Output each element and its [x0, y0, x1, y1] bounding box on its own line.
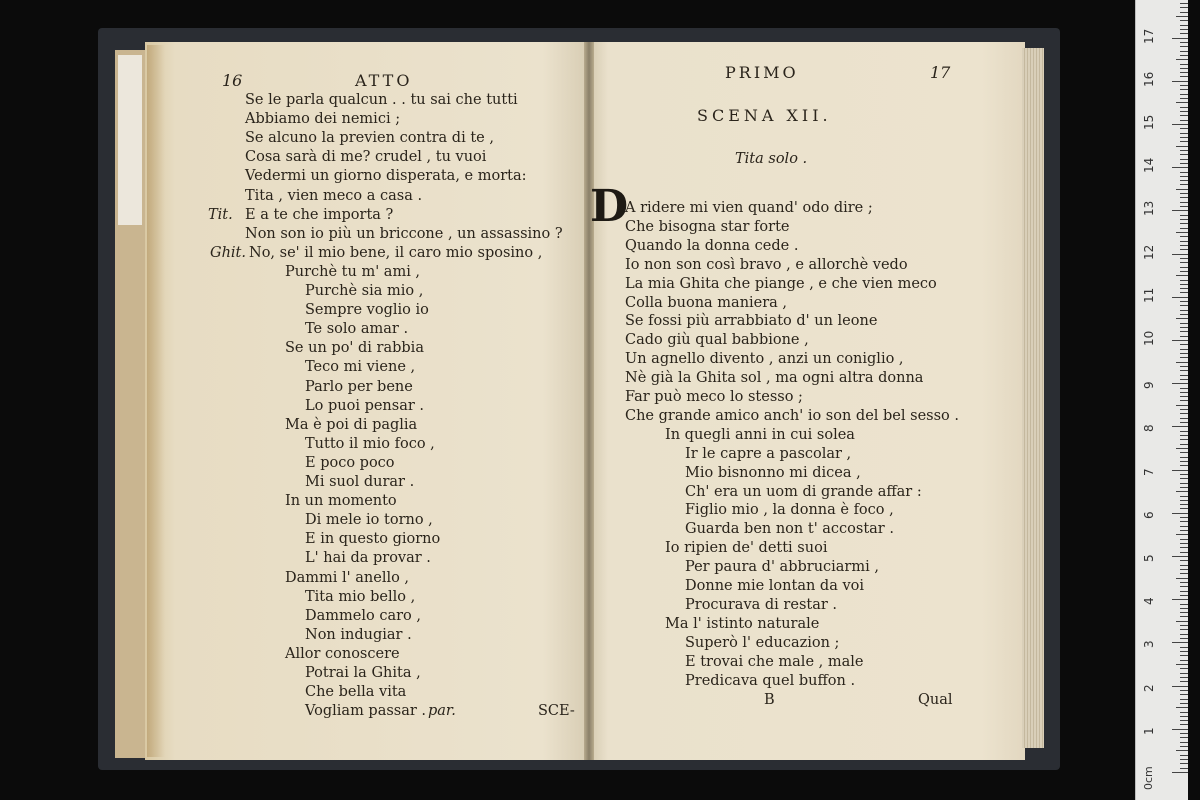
ruler-tick	[1180, 154, 1188, 155]
book-gutter	[584, 42, 594, 760]
verse-line: Superò l' educazion ;	[685, 634, 840, 651]
ruler-tick	[1180, 681, 1188, 682]
ruler-tick	[1172, 426, 1188, 427]
ruler-tick	[1176, 146, 1188, 147]
ruler-tick	[1180, 746, 1188, 747]
ruler-tick	[1180, 392, 1188, 393]
ruler-tick	[1180, 461, 1188, 462]
verse-line: Mi suol durar .	[305, 474, 415, 490]
ruler-tick	[1180, 228, 1188, 229]
verse-line: Procurava di restar .	[685, 596, 838, 613]
ruler-number: 15	[1142, 114, 1156, 130]
ruler-tick	[1172, 599, 1188, 600]
ruler-tick	[1180, 543, 1188, 544]
ruler-tick	[1176, 448, 1188, 449]
ruler-tick	[1180, 72, 1188, 73]
ruler-tick	[1180, 431, 1188, 432]
verse-line: Tita mio bello ,	[305, 588, 416, 605]
ruler-tick	[1172, 210, 1188, 211]
verse-line: In quegli anni in cui solea	[665, 426, 855, 443]
ruler-tick	[1180, 206, 1188, 207]
ruler-tick	[1180, 180, 1188, 181]
ruler-tick	[1180, 521, 1188, 522]
ruler-tick	[1176, 362, 1188, 363]
ruler-tick	[1180, 634, 1188, 635]
verse-line: Nè già la Ghita sol , ma ogni altra donna	[625, 370, 924, 387]
measurement-ruler	[1135, 0, 1188, 800]
ruler-tick	[1180, 323, 1188, 324]
ruler-tick	[1180, 763, 1188, 764]
ruler-tick	[1172, 642, 1188, 643]
ruler-tick	[1180, 629, 1188, 630]
ruler-tick	[1180, 647, 1188, 648]
ruler-tick	[1180, 379, 1188, 380]
ruler-tick	[1180, 336, 1188, 337]
ruler-tick	[1180, 733, 1188, 734]
verse-line: Che bella vita	[305, 684, 407, 701]
ruler-tick	[1180, 388, 1188, 389]
ruler-number: 6	[1142, 511, 1156, 519]
verse-line: Cado giù qual babbione ,	[625, 332, 809, 349]
ruler-tick	[1180, 236, 1188, 237]
verse-line: E in questo giorno	[305, 531, 441, 548]
ruler-tick	[1180, 46, 1188, 47]
ruler-tick	[1180, 604, 1188, 605]
ruler-tick	[1180, 344, 1188, 345]
ruler-tick	[1180, 267, 1188, 268]
ruler-tick	[1180, 651, 1188, 652]
ruler-tick	[1180, 573, 1188, 574]
ruler-tick	[1180, 457, 1188, 458]
ruler-tick	[1172, 340, 1188, 341]
ruler-tick	[1180, 625, 1188, 626]
ruler-tick	[1172, 686, 1188, 687]
verse-line: Tita , vien meco a casa .	[245, 187, 423, 204]
ruler-tick	[1180, 249, 1188, 250]
verse-line: A ridere mi vien quand' odo dire ;	[625, 200, 873, 216]
ruler-tick	[1180, 120, 1188, 121]
verse-line: Potrai la Ghita ,	[305, 665, 421, 681]
ruler-tick	[1172, 513, 1188, 514]
ruler-tick	[1180, 612, 1188, 613]
scene-title: SCENA XII.	[697, 106, 832, 125]
ruler-tick	[1180, 496, 1188, 497]
ruler-tick	[1180, 400, 1188, 401]
verse-line: Te solo amar .	[305, 321, 409, 338]
verse-line: Parlo per bene	[305, 378, 413, 395]
ruler-tick	[1180, 89, 1188, 90]
ruler-tick	[1180, 608, 1188, 609]
ruler-tick	[1180, 552, 1188, 553]
ruler-tick	[1180, 357, 1188, 358]
right-running-head: PRIMO	[725, 63, 799, 82]
signature-mark: B	[764, 692, 775, 708]
ruler-tick	[1176, 491, 1188, 492]
ruler-tick	[1180, 569, 1188, 570]
verse-line: Cosa sarà di me? crudel , tu vuoi	[245, 149, 487, 166]
verse-line: Per paura d' abbruciarmi ,	[685, 559, 879, 576]
verse-line: Purchè sia mio ,	[305, 283, 424, 299]
ruler-tick	[1172, 254, 1188, 255]
ruler-tick	[1180, 565, 1188, 566]
verse-line: Quando la donna cede .	[625, 237, 799, 254]
ruler-tick	[1180, 197, 1188, 198]
verse-line: Far può meco lo stesso ;	[625, 389, 803, 405]
verse-line: E poco poco	[305, 454, 395, 471]
ruler-tick	[1180, 755, 1188, 756]
ruler-tick	[1180, 137, 1188, 138]
ruler-tick	[1180, 668, 1188, 669]
ruler-tick	[1180, 219, 1188, 220]
ruler-tick	[1180, 724, 1188, 725]
ruler-tick	[1180, 712, 1188, 713]
ruler-tick	[1180, 591, 1188, 592]
ruler-tick	[1180, 128, 1188, 129]
right-page-number: 17	[930, 63, 951, 82]
ruler-tick	[1180, 51, 1188, 52]
ruler-number: 16	[1142, 71, 1156, 87]
ruler-tick	[1180, 25, 1188, 26]
ruler-tick	[1180, 85, 1188, 86]
ruler-tick	[1176, 59, 1188, 60]
page-stain	[147, 45, 165, 757]
ruler-tick	[1180, 310, 1188, 311]
verse-line: Mio bisnonno mi dicea ,	[685, 464, 861, 481]
ruler-tick	[1180, 42, 1188, 43]
ruler-tick	[1172, 38, 1188, 39]
ruler-tick	[1180, 638, 1188, 639]
ruler-tick	[1180, 111, 1188, 112]
verse-line: Se un po' di rabbia	[285, 340, 424, 357]
verse-line: Che grande amico anch' io son del bel sesso .	[625, 407, 959, 424]
verse-line: Vogliam passar .	[305, 703, 427, 720]
ruler-number: 4	[1142, 597, 1156, 606]
ruler-tick	[1180, 94, 1188, 95]
ruler-number: 14	[1142, 157, 1156, 174]
ruler-tick	[1180, 64, 1188, 65]
verse-line: Allor conoscere	[285, 645, 400, 662]
ruler-tick	[1180, 349, 1188, 350]
ruler-number: 8	[1142, 424, 1156, 433]
ruler-number: 17	[1142, 28, 1156, 44]
ruler-tick	[1176, 232, 1188, 233]
verse-line: Figlio mio , la donna è foco ,	[685, 502, 894, 519]
ruler-number: 10	[1142, 330, 1156, 346]
ruler-tick	[1180, 366, 1188, 367]
scene-subtitle: Tita solo .	[735, 151, 808, 167]
ruler-tick	[1180, 474, 1188, 475]
left-page-number: 16	[222, 71, 243, 90]
ruler-tick	[1180, 595, 1188, 596]
verse-line: Che bisogna star forte	[625, 218, 790, 235]
ruler-tick	[1180, 720, 1188, 721]
ruler-number: 1	[1142, 727, 1156, 735]
ruler-tick	[1180, 258, 1188, 259]
ruler-tick	[1172, 167, 1188, 168]
verse-line: Dammi l' anello ,	[285, 569, 410, 586]
ruler-tick	[1180, 215, 1188, 216]
ruler-tick	[1180, 699, 1188, 700]
ruler-tick	[1176, 275, 1188, 276]
ruler-tick	[1180, 133, 1188, 134]
verse-line: No, se' il mio bene, il caro mio sposino ,	[249, 244, 543, 261]
verse-line: Ir le capre a pascolar ,	[685, 445, 852, 462]
ruler-number: 3	[1142, 640, 1156, 649]
verse-line: Abbiamo dei nemici ;	[245, 111, 401, 128]
ruler-tick	[1176, 318, 1188, 319]
ruler-tick	[1180, 172, 1188, 173]
verse-line: Di mele io torno ,	[305, 512, 433, 529]
ruler-tick	[1180, 288, 1188, 289]
ruler-tick	[1180, 547, 1188, 548]
ruler-tick	[1180, 184, 1188, 185]
ruler-tick	[1180, 478, 1188, 479]
ruler-tick	[1180, 677, 1188, 678]
page-edges	[1022, 48, 1044, 748]
verse-line: Predicava quel buffon .	[685, 672, 856, 689]
ruler-tick	[1180, 33, 1188, 34]
stage-direction: par.	[428, 703, 456, 719]
ruler-tick	[1180, 150, 1188, 151]
ruler-tick	[1180, 301, 1188, 302]
ruler-tick	[1180, 271, 1188, 272]
ruler-tick	[1180, 409, 1188, 410]
verse-line: Teco mi viene ,	[305, 359, 416, 376]
ruler-tick	[1180, 375, 1188, 376]
verse-line: Se fossi più arrabbiato d' un leone	[625, 313, 878, 330]
ruler-tick	[1180, 115, 1188, 116]
verse-line: Colla buona maniera ,	[625, 294, 788, 311]
ruler-tick	[1180, 20, 1188, 21]
ruler-tick	[1180, 107, 1188, 108]
ruler-tick	[1180, 673, 1188, 674]
left-running-head: ATTO	[355, 71, 413, 90]
ruler-tick	[1176, 405, 1188, 406]
ruler-tick	[1180, 517, 1188, 518]
verse-line: Ch' era un uom di grande affar :	[685, 483, 922, 500]
verse-line: La mia Ghita che piange , e che vien meco	[625, 275, 937, 292]
ruler-tick	[1180, 422, 1188, 423]
ruler-tick	[1172, 81, 1188, 82]
ruler-tick	[1180, 768, 1188, 769]
ruler-tick	[1180, 284, 1188, 285]
ruler-tick	[1180, 163, 1188, 164]
ruler-number: 7	[1142, 467, 1156, 476]
ruler-tick	[1172, 297, 1188, 298]
ruler-tick	[1172, 729, 1188, 730]
ruler-tick	[1180, 435, 1188, 436]
ruler-tick	[1180, 742, 1188, 743]
ruler-tick	[1180, 241, 1188, 242]
ruler-tick	[1180, 539, 1188, 540]
ruler-tick	[1180, 444, 1188, 445]
verse-line: Se le parla qualcun . . tu sai che tutti	[245, 92, 518, 108]
verse-line: Guarda ben non t' accostar .	[685, 521, 894, 538]
verse-line: Ma l' istinto naturale	[665, 615, 820, 632]
ruler-tick	[1180, 582, 1188, 583]
ruler-tick	[1176, 102, 1188, 103]
ruler-tick	[1180, 483, 1188, 484]
verse-line: Purchè tu m' ami ,	[285, 263, 421, 280]
ruler-tick	[1180, 452, 1188, 453]
ruler-tick	[1180, 223, 1188, 224]
ruler-tick	[1180, 176, 1188, 177]
ruler-tick	[1180, 370, 1188, 371]
ruler-tick	[1180, 68, 1188, 69]
ruler-number: 12	[1142, 244, 1156, 260]
ruler-unit-label: 0cm	[1142, 766, 1155, 790]
verse-line: Se alcuno la previen contra di te ,	[245, 130, 494, 147]
ruler-number: 5	[1142, 554, 1156, 562]
ruler-tick	[1180, 413, 1188, 414]
verse-line: E trovai che male , male	[685, 653, 864, 670]
ruler-tick	[1180, 396, 1188, 397]
ruler-tick	[1180, 694, 1188, 695]
verse-line: L' hai da provar .	[305, 550, 431, 567]
speaker-label: Tit.	[208, 206, 233, 223]
ruler-tick	[1180, 504, 1188, 505]
verse-line: Lo puoi pensar .	[305, 397, 425, 414]
ruler-tick	[1176, 534, 1188, 535]
ruler-tick	[1180, 193, 1188, 194]
ruler-tick	[1180, 703, 1188, 704]
ruler-tick	[1180, 418, 1188, 419]
ruler-tick	[1180, 737, 1188, 738]
drop-cap: D	[590, 181, 629, 232]
ruler-tick	[1176, 707, 1188, 708]
ruler-tick	[1176, 578, 1188, 579]
verse-line: Dammelo caro ,	[305, 607, 421, 624]
ruler-tick	[1180, 759, 1188, 760]
ruler-tick	[1180, 353, 1188, 354]
ruler-tick	[1176, 664, 1188, 665]
ruler-number: 11	[1142, 287, 1156, 303]
ruler-tick	[1180, 331, 1188, 332]
ruler-tick	[1180, 465, 1188, 466]
ruler-tick	[1176, 189, 1188, 190]
verse-line: In un momento	[285, 493, 397, 510]
ruler-tick	[1180, 327, 1188, 328]
verse-line: Sempre voglio io	[305, 302, 429, 319]
ruler-number: 13	[1142, 201, 1156, 217]
ruler-tick	[1172, 470, 1188, 471]
verse-line: Ma è poi di paglia	[285, 416, 418, 433]
right-catchword: Qual	[918, 692, 953, 708]
paper-tab	[118, 55, 142, 225]
verse-line: E a te che importa ?	[245, 206, 394, 223]
ruler-tick	[1180, 526, 1188, 527]
ruler-tick	[1180, 487, 1188, 488]
left-catchword: SCE-	[538, 703, 575, 719]
verse-line: Un agnello divento , anzi un coniglio ,	[625, 351, 904, 368]
ruler-number: 2	[1142, 683, 1156, 692]
ruler-tick	[1180, 29, 1188, 30]
ruler-tick	[1180, 7, 1188, 8]
ruler-tick	[1172, 383, 1188, 384]
ruler-tick	[1180, 280, 1188, 281]
ruler-tick	[1176, 750, 1188, 751]
ruler-tick	[1180, 616, 1188, 617]
ruler-tick	[1172, 556, 1188, 557]
ruler-tick	[1180, 262, 1188, 263]
verse-line: Io ripien de' detti suoi	[665, 540, 828, 557]
verse-line: Donne mie lontan da voi	[685, 578, 865, 594]
ruler-tick	[1180, 141, 1188, 142]
ruler-tick	[1180, 655, 1188, 656]
ruler-tick	[1180, 55, 1188, 56]
ruler-tick	[1180, 439, 1188, 440]
ruler-number: 9	[1142, 381, 1156, 390]
ruler-tick	[1176, 16, 1188, 17]
ruler-tick	[1180, 76, 1188, 77]
ruler-tick	[1180, 716, 1188, 717]
ruler-tick	[1180, 560, 1188, 561]
verse-line: Io non son così bravo , e allorchè vedo	[625, 256, 908, 273]
ruler-tick	[1180, 12, 1188, 13]
ruler-tick	[1180, 586, 1188, 587]
ruler-tick	[1176, 621, 1188, 622]
ruler-tick	[1180, 500, 1188, 501]
ruler-tick	[1180, 508, 1188, 509]
ruler-tick	[1180, 98, 1188, 99]
verse-line: Tutto il mio foco ,	[305, 435, 435, 452]
ruler-tick	[1180, 530, 1188, 531]
ruler-tick	[1180, 690, 1188, 691]
speaker-label: Ghit.	[210, 244, 246, 261]
ruler-tick	[1180, 159, 1188, 160]
ruler-tick	[1172, 772, 1188, 773]
ruler-tick	[1180, 660, 1188, 661]
verse-line: Non son io più un briccone , un assassino ?	[245, 225, 563, 242]
verse-line: Non indugiar .	[305, 626, 412, 643]
ruler-tick	[1180, 292, 1188, 293]
ruler-tick	[1180, 202, 1188, 203]
ruler-tick	[1180, 314, 1188, 315]
ruler-tick	[1180, 3, 1188, 4]
ruler-tick	[1180, 305, 1188, 306]
verse-line: Vedermi un giorno disperata, e morta:	[245, 168, 527, 185]
ruler-tick	[1172, 124, 1188, 125]
ruler-tick	[1180, 245, 1188, 246]
